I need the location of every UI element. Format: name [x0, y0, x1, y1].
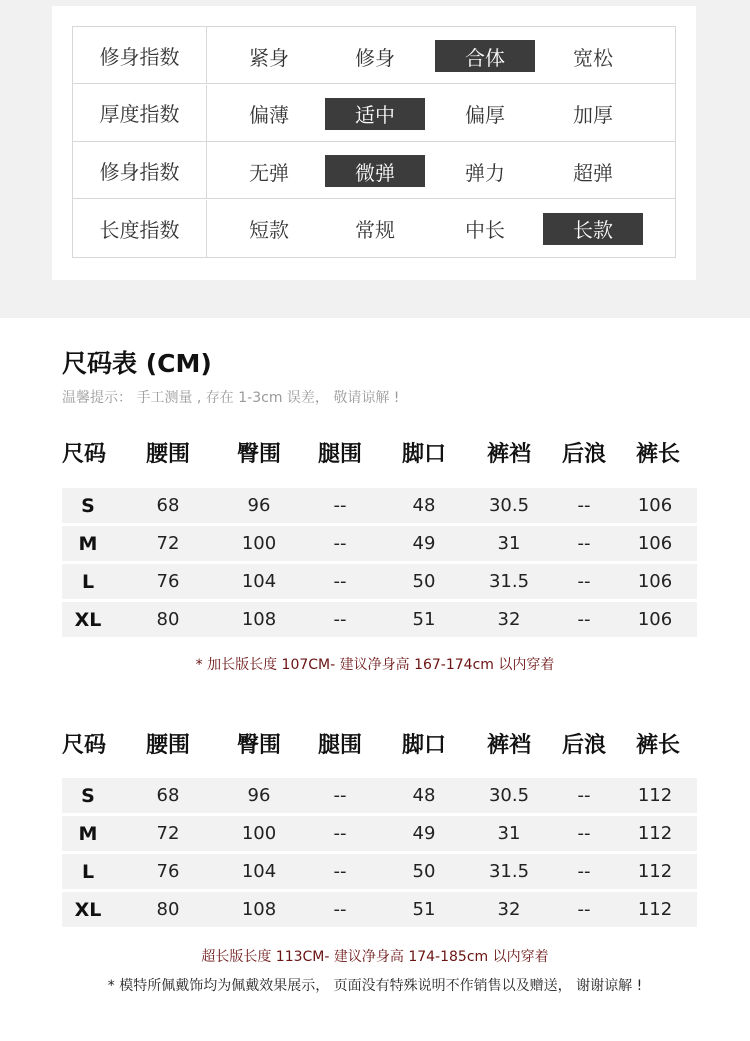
value-cell: 30.5 [488, 495, 530, 516]
header-cell: 腰围 [145, 733, 190, 758]
value-cell: 112 [637, 861, 673, 882]
table-note: 超长版长度 113CM- 建议净身高 174-185cm 以内穿着 [201, 949, 549, 965]
fit-option: 修身 [355, 45, 395, 70]
fit-option-selected: 适中 [325, 98, 425, 130]
value-cell: 50 [412, 861, 436, 882]
header-cell: 腿围 [317, 733, 362, 758]
value-cell: 108 [241, 609, 277, 630]
size-cell: XL [74, 608, 102, 631]
value-cell: 112 [637, 823, 673, 844]
value-cell: 30.5 [488, 785, 530, 806]
value-cell: 108 [241, 899, 277, 920]
table-row [62, 892, 697, 927]
fit-option-selected: 合体 [435, 40, 535, 72]
size-chart-note: 温馨提示： 手工测量 , 存在 1-3cm 误差， 敬请谅解 ! [62, 390, 400, 406]
fit-option: 弹力 [465, 160, 505, 185]
value-cell: 96 [247, 785, 271, 806]
value-cell: 112 [637, 785, 673, 806]
fit-row-label: 厚度指数 [73, 85, 207, 141]
header-cell: 臀围 [236, 733, 281, 758]
value-cell: 100 [241, 823, 277, 844]
value-cell: 49 [412, 823, 436, 844]
table-row [62, 488, 697, 523]
value-cell: -- [333, 495, 347, 516]
value-cell: -- [333, 785, 347, 806]
size-cell: L [81, 570, 95, 593]
fit-option: 无弹 [249, 160, 289, 185]
fit-option: 加厚 [573, 103, 613, 127]
value-cell: 80 [156, 609, 180, 630]
size-table-header [0, 437, 750, 471]
size-cell: XL [74, 898, 102, 921]
value-cell: -- [577, 495, 591, 516]
header-cell: 裤长 [635, 733, 680, 758]
value-cell: 76 [156, 861, 180, 882]
fit-row-label: 修身指数 [73, 142, 207, 198]
header-cell: 尺码 [62, 733, 107, 758]
fit-row [73, 142, 675, 199]
value-cell: 100 [241, 533, 277, 554]
table-row [62, 564, 697, 599]
header-cell: 臀围 [236, 442, 281, 467]
header-cell: 腿围 [317, 442, 362, 467]
value-cell: 72 [156, 533, 180, 554]
header-cell: 裤长 [635, 442, 680, 467]
value-cell: -- [333, 571, 347, 592]
value-cell: -- [333, 899, 347, 920]
value-cell: 48 [412, 785, 436, 806]
size-cell: M [78, 822, 98, 845]
value-cell: -- [577, 609, 591, 630]
size-cell: L [81, 860, 95, 883]
table-row [62, 854, 697, 889]
value-cell: 80 [156, 899, 180, 920]
fit-option-selected: 长款 [543, 213, 643, 245]
fit-option-selected: 微弹 [325, 155, 425, 187]
value-cell: -- [577, 571, 591, 592]
footer-disclaimer: * 模特所佩戴饰均为佩戴效果展示， 页面没有特殊说明不作销售以及赠送， 谢谢谅解 ! [107, 978, 643, 994]
value-cell: -- [577, 899, 591, 920]
fit-row [73, 27, 675, 84]
value-cell: 68 [156, 495, 180, 516]
value-cell: -- [577, 533, 591, 554]
value-cell: -- [333, 861, 347, 882]
header-cell: 裤裆 [486, 442, 531, 467]
fit-option: 紧身 [249, 45, 289, 70]
value-cell: 76 [156, 571, 180, 592]
fit-row [73, 85, 675, 142]
value-cell: 96 [247, 495, 271, 516]
header-cell: 裤裆 [486, 733, 531, 758]
fit-option: 偏薄 [249, 103, 289, 127]
value-cell: 106 [637, 571, 673, 592]
header-cell: 后浪 [561, 733, 606, 758]
header-cell: 腰围 [145, 442, 190, 467]
value-cell: -- [577, 785, 591, 806]
value-cell: 51 [412, 609, 436, 630]
value-cell: 72 [156, 823, 180, 844]
value-cell: 32 [497, 899, 521, 920]
size-table-header [0, 728, 750, 762]
size-cell: S [81, 494, 95, 517]
value-cell: 50 [412, 571, 436, 592]
header-cell: 脚口 [401, 442, 446, 467]
value-cell: -- [577, 823, 591, 844]
value-cell: 106 [637, 495, 673, 516]
value-cell: 68 [156, 785, 180, 806]
fit-option: 常规 [355, 218, 395, 242]
value-cell: -- [333, 823, 347, 844]
value-cell: 32 [497, 609, 521, 630]
fit-row [73, 200, 675, 257]
value-cell: 104 [241, 861, 277, 882]
value-cell: -- [333, 609, 347, 630]
fit-option: 宽松 [573, 45, 613, 70]
value-cell: 51 [412, 899, 436, 920]
size-cell: S [81, 784, 95, 807]
fit-index-grid [72, 26, 676, 258]
value-cell: 104 [241, 571, 277, 592]
header-cell: 脚口 [401, 733, 446, 758]
fit-option: 超弹 [573, 160, 613, 185]
header-cell: 尺码 [62, 442, 107, 467]
table-row [62, 526, 697, 561]
value-cell: 31.5 [488, 571, 530, 592]
value-cell: 112 [637, 899, 673, 920]
value-cell: 31 [497, 823, 521, 844]
value-cell: 106 [637, 609, 673, 630]
fit-row-label: 长度指数 [73, 200, 207, 257]
fit-option: 偏厚 [465, 103, 505, 127]
table-note: * 加长版长度 107CM- 建议净身高 167-174cm 以内穿着 [195, 657, 555, 673]
table-row [62, 602, 697, 637]
fit-option: 中长 [465, 218, 505, 242]
table-row [62, 816, 697, 851]
table-row [62, 778, 697, 813]
value-cell: -- [577, 861, 591, 882]
header-cell: 后浪 [561, 442, 606, 467]
size-chart-title: 尺码表 (CM) [62, 349, 212, 378]
value-cell: 48 [412, 495, 436, 516]
size-cell: M [78, 532, 98, 555]
fit-option: 短款 [249, 218, 289, 242]
value-cell: -- [333, 533, 347, 554]
value-cell: 49 [412, 533, 436, 554]
value-cell: 31 [497, 533, 521, 554]
value-cell: 106 [637, 533, 673, 554]
value-cell: 31.5 [488, 861, 530, 882]
fit-row-label: 修身指数 [73, 27, 207, 83]
